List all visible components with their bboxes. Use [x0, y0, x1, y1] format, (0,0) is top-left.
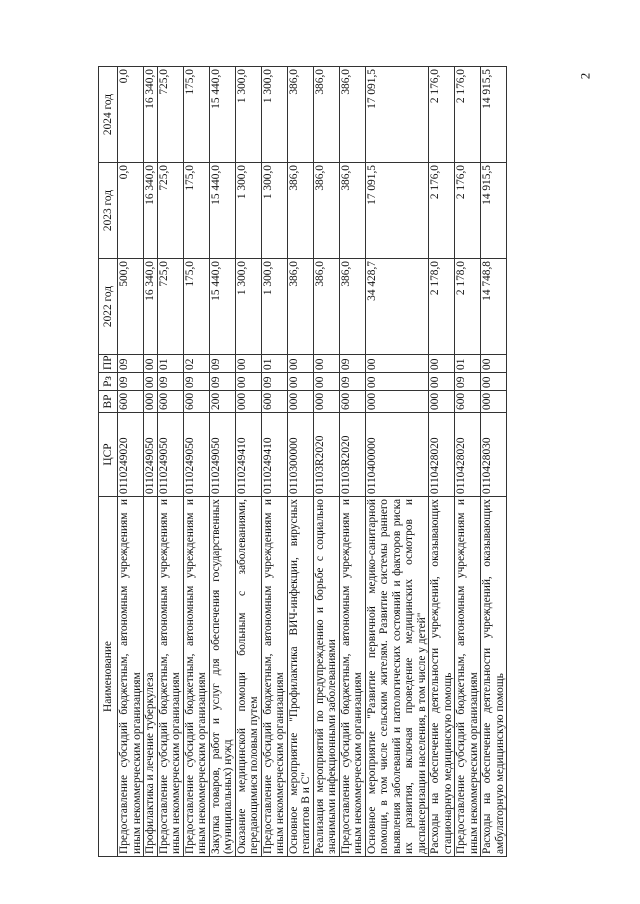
- cell-y2024: 386,0: [287, 67, 313, 163]
- cell-pr: 09: [339, 355, 365, 373]
- cell-csr: 0110428030: [481, 413, 507, 497]
- cell-y2024: 16 340,0: [144, 67, 158, 163]
- cell-vr: 000: [481, 391, 507, 413]
- cell-rz: 00: [313, 373, 339, 391]
- cell-pr: 00: [429, 355, 455, 373]
- cell-y2023: 1 300,0: [261, 163, 287, 259]
- cell-pr: 00: [144, 355, 158, 373]
- cell-y2024: 175,0: [183, 67, 209, 163]
- cell-pr: 01: [157, 355, 183, 373]
- cell-y2023: 725,0: [157, 163, 183, 259]
- cell-name: Расходы на обеспечение деятельности учреждений, оказывающих стационарную медицинскую помощь: [429, 497, 455, 857]
- cell-y2022: 175,0: [183, 259, 209, 355]
- cell-csr: 0110249020: [118, 413, 144, 497]
- cell-csr: 0110400000: [365, 413, 429, 497]
- cell-name: Основное мероприятие "Развитие первичной медико-санитарной помощи, в том числе сельским жителям. Развитие системы раннего выявления заболеваний и патологических состояний и факторов риска их развития, включая проведение медицинских осмотров и диспансеризации населения, в том числе у детей": [365, 497, 429, 857]
- cell-y2024: 386,0: [313, 67, 339, 163]
- cell-vr: 600: [455, 391, 481, 413]
- cell-rz: 00: [365, 373, 429, 391]
- cell-y2023: 15 440,0: [209, 163, 235, 259]
- cell-rz: 09: [339, 373, 365, 391]
- cell-rz: 09: [183, 373, 209, 391]
- cell-name: Расходы на обеспечение деятельности учреждений, оказывающих амбулаторную медицинскую помощь: [481, 497, 507, 857]
- cell-csr: 0110249050: [157, 413, 183, 497]
- cell-vr: 000: [235, 391, 261, 413]
- cell-y2023: 386,0: [313, 163, 339, 259]
- header-2024: 2024 год: [99, 67, 118, 163]
- cell-vr: 600: [339, 391, 365, 413]
- cell-name: Предоставление субсидий бюджетным, автономным учреждениям и иным некоммерческим организациям: [157, 497, 183, 857]
- cell-y2022: 1 300,0: [235, 259, 261, 355]
- table-row: [287, 67, 313, 857]
- cell-name: Закупка товаров, работ и услуг для обеспечения государственных (муниципальных) нужд: [209, 497, 235, 857]
- cell-y2022: 725,0: [157, 259, 183, 355]
- header-csr: ЦСР: [99, 413, 118, 497]
- cell-y2022: 2 178,0: [429, 259, 455, 355]
- cell-rz: 00: [287, 373, 313, 391]
- cell-y2024: 2 176,0: [429, 67, 455, 163]
- cell-vr: 600: [183, 391, 209, 413]
- cell-y2022: 16 340,0: [144, 259, 158, 355]
- cell-vr: 600: [118, 391, 144, 413]
- cell-y2023: 16 340,0: [144, 163, 158, 259]
- cell-y2024: 1 300,0: [235, 67, 261, 163]
- cell-csr: 0110428020: [429, 413, 455, 497]
- cell-y2023: 2 176,0: [429, 163, 455, 259]
- budget-table: [98, 66, 507, 857]
- table-header-row: [99, 67, 118, 857]
- cell-csr: 0110249410: [235, 413, 261, 497]
- cell-y2024: 386,0: [339, 67, 365, 163]
- cell-pr: 09: [118, 355, 144, 373]
- cell-pr: 00: [313, 355, 339, 373]
- header-2022: 2022 год: [99, 259, 118, 355]
- cell-rz: 00: [144, 373, 158, 391]
- cell-y2024: 15 440,0: [209, 67, 235, 163]
- cell-name: Профилактика и лечение туберкулеза: [144, 497, 158, 857]
- cell-rz: 09: [455, 373, 481, 391]
- cell-vr: 000: [313, 391, 339, 413]
- cell-y2024: 0,0: [118, 67, 144, 163]
- budget-table-rotated: [98, 67, 630, 857]
- table-row: [365, 67, 429, 857]
- cell-vr: 200: [209, 391, 235, 413]
- cell-pr: 09: [209, 355, 235, 373]
- cell-y2022: 15 440,0: [209, 259, 235, 355]
- cell-y2024: 2 176,0: [455, 67, 481, 163]
- cell-rz: 00: [429, 373, 455, 391]
- cell-pr: 02: [183, 355, 209, 373]
- cell-y2023: 14 915,5: [481, 163, 507, 259]
- table-row: [261, 67, 287, 857]
- cell-y2023: 0,0: [118, 163, 144, 259]
- cell-y2022: 386,0: [313, 259, 339, 355]
- cell-csr: 0110249050: [209, 413, 235, 497]
- cell-y2023: 17 091,5: [365, 163, 429, 259]
- cell-name: Предоставление субсидий бюджетным, автономным учреждениям и иным некоммерческим организациям: [118, 497, 144, 857]
- cell-name: Предоставление субсидий бюджетным, автономным учреждениям и иным некоммерческим организациям: [455, 497, 481, 857]
- header-vr: ВР: [99, 391, 118, 413]
- cell-y2023: 175,0: [183, 163, 209, 259]
- table-row: [313, 67, 339, 857]
- table-row: [429, 67, 455, 857]
- cell-csr: 01103R2020: [313, 413, 339, 497]
- cell-pr: 00: [365, 355, 429, 373]
- cell-pr: 00: [481, 355, 507, 373]
- cell-y2022: 500,0: [118, 259, 144, 355]
- cell-y2024: 17 091,5: [365, 67, 429, 163]
- cell-vr: 000: [287, 391, 313, 413]
- header-rz: Рз: [99, 373, 118, 391]
- cell-csr: 0110300000: [287, 413, 313, 497]
- table-row: [209, 67, 235, 857]
- cell-rz: 09: [157, 373, 183, 391]
- cell-vr: 000: [144, 391, 158, 413]
- cell-csr: 0110428020: [455, 413, 481, 497]
- cell-y2024: 14 915,5: [481, 67, 507, 163]
- cell-name: Предоставление субсидий бюджетным, автономным учреждениям и иным некоммерческим организациям: [339, 497, 365, 857]
- cell-name: Предоставление субсидий бюджетным, автономным учреждениям и иным некоммерческим организациям: [183, 497, 209, 857]
- cell-name: Предоставление субсидий бюджетным, автономным учреждениям и иным некоммерческим организациям: [261, 497, 287, 857]
- cell-rz: 09: [261, 373, 287, 391]
- cell-rz: 00: [235, 373, 261, 391]
- header-name: Наименование: [99, 497, 118, 857]
- cell-pr: 01: [455, 355, 481, 373]
- cell-y2024: 725,0: [157, 67, 183, 163]
- cell-rz: 09: [118, 373, 144, 391]
- table-row: [157, 67, 183, 857]
- table-body: [118, 67, 507, 857]
- cell-vr: 600: [157, 391, 183, 413]
- cell-y2022: 14 748,8: [481, 259, 507, 355]
- cell-vr: 600: [261, 391, 287, 413]
- cell-pr: 01: [261, 355, 287, 373]
- cell-name: Основное мероприятие "Профилактика ВИЧ-инфекции, вирусных гепатитов В и С": [287, 497, 313, 857]
- cell-name: Реализация мероприятий по предупреждению и борьбе с социально значимыми инфекционными заболеваниями: [313, 497, 339, 857]
- cell-name: Оказание медицинской помощи больным с заболеваниями, передающимися половым путем: [235, 497, 261, 857]
- cell-y2024: 1 300,0: [261, 67, 287, 163]
- cell-y2022: 34 428,7: [365, 259, 429, 355]
- header-pr: ПР: [99, 355, 118, 373]
- cell-csr: 0110249050: [183, 413, 209, 497]
- cell-csr: 0110249050: [144, 413, 158, 497]
- cell-y2022: 386,0: [287, 259, 313, 355]
- cell-csr: 01103R2020: [339, 413, 365, 497]
- cell-y2022: 2 178,0: [455, 259, 481, 355]
- table-row: [183, 67, 209, 857]
- table-row: [455, 67, 481, 857]
- cell-y2023: 386,0: [339, 163, 365, 259]
- cell-vr: 000: [429, 391, 455, 413]
- table-row: [235, 67, 261, 857]
- cell-pr: 00: [235, 355, 261, 373]
- cell-y2022: 1 300,0: [261, 259, 287, 355]
- cell-pr: 00: [287, 355, 313, 373]
- cell-y2022: 386,0: [339, 259, 365, 355]
- table-row: [339, 67, 365, 857]
- cell-rz: 00: [481, 373, 507, 391]
- header-2023: 2023 год: [99, 163, 118, 259]
- table-row: [144, 67, 158, 857]
- cell-y2023: 1 300,0: [235, 163, 261, 259]
- cell-vr: 000: [365, 391, 429, 413]
- table-row: [481, 67, 507, 857]
- cell-y2023: 2 176,0: [455, 163, 481, 259]
- cell-csr: 0110249410: [261, 413, 287, 497]
- table-row: [118, 67, 144, 857]
- page-number: 2: [576, 72, 592, 80]
- cell-y2023: 386,0: [287, 163, 313, 259]
- cell-rz: 09: [209, 373, 235, 391]
